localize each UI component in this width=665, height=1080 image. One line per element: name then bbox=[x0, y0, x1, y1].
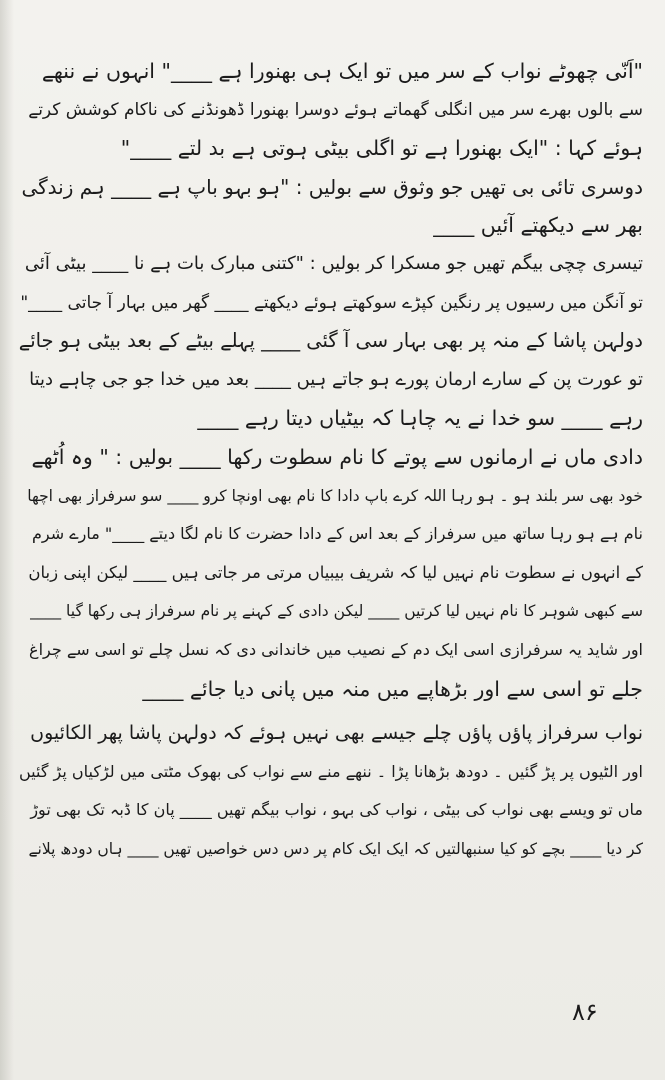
text-line: "اَنّی چھوٹے نواب کے سر میں تو ایک ہی بھنورا ہے ____" انہوں نے ننھے bbox=[41, 59, 643, 83]
text-line: نواب سرفراز پاؤں پاؤں چلے جیسے بھی نہیں ہوئے کہ دولہن پاشا پھر الکائیوں bbox=[30, 722, 643, 745]
text-line: بھر سے دیکھتے آئیں ____ bbox=[433, 213, 643, 238]
text-line: تیسری چچی بیگم تھیں جو مسکرا کر بولیں : "کتنی مبارک بات ہے نا ____ بیٹی آئی bbox=[24, 252, 643, 274]
text-line: کے انہوں نے سطوت نام نہیں لیا کہ شریف بیبیاں مرتی مر جاتی ہیں ____ لیکن اپنی زبان bbox=[28, 562, 643, 582]
text-line: جلے تو اسی سے اور بڑھاپے میں منہ میں پانی دیا جائے ____ bbox=[142, 676, 643, 701]
text-line: سے بالوں بھرے سر میں انگلی گھماتے ہوئے دوسرا بھنورا ڈھونڈنے کی ناکام کوشش کرتے bbox=[28, 99, 643, 120]
text-line: دادی ماں نے ارمانوں سے پوتے کا نام سطوت رکھا ____ بولیں : " وہ اُٹھے bbox=[31, 444, 643, 469]
text-line: ہوئے کہا : "ایک بھنورا ہے تو اگلی بیٹی ہوتی ہے بد لتے ____" bbox=[120, 136, 643, 161]
text-line: سے کبھی شوہر کا نام نہیں لیا کرتیں ____ لیکن دادی کے کہنے پر نام سرفراز ہی رکھا گیا ____ bbox=[30, 602, 643, 621]
text-line: رہے ____ سو خدا نے یہ چاہا کہ بیٹیاں دیتا رہے ____ bbox=[197, 406, 643, 431]
text-line: نام ہے ہو رہا ساتھ میں سرفراز کے بعد اس کے دادا حضرت کا نام لگا دیتے ____" مارے شرم bbox=[31, 524, 643, 544]
text-line: اور الٹیوں پر پڑ گئیں ۔ دودھ بڑھانا پڑا ۔ ننھے منے سے نواب کی بھوک مٹتی میں لڑکیاں پڑ گئیں bbox=[19, 761, 643, 781]
text-line: دوسری تائی بی تھیں جو وثوق سے بولیں : "ہو بہو باپ ہے ____ ہم زندگی bbox=[21, 174, 643, 199]
text-line: خود بھی سر بلند ہو ۔ ہو رہا اللہ کرے باپ دادا کا نام بھی اونچا کرو ____ سو سرفراز بھی اچھا bbox=[27, 486, 643, 505]
text-line: ماں تو ویسے بھی نواب کی بیٹی ، نواب کی بہو ، نواب بیگم تھیں ____ پان کا ڈبہ تک بھی توڑ bbox=[30, 800, 643, 820]
urdu-text-body bbox=[18, 52, 643, 868]
text-line: تو عورت پن کے سارے ارمان پورے ہو جاتے ہیں ____ بعد میں خدا جو جی چاہے دیتا bbox=[29, 368, 643, 390]
text-line: کر دیا ____ بچے کو کیا سنبھالتیں کہ ایک ایک کام پر دس دس خواصیں تھیں ____ ہاں دودھ پلانے bbox=[28, 839, 643, 858]
page-number: ۸۶ bbox=[572, 998, 598, 1026]
text-line: تو آنگن میں رسیوں پر رنگین کپڑے سوکھتے ہوئے دیکھتے ____ گھر میں بہار آ جاتی ____" bbox=[20, 292, 643, 313]
text-line: دولہن پاشا کے منہ پر بھی بہار سی آ گئی ____ پہلے بیٹے کے بعد بیٹی ہو جائے bbox=[18, 329, 643, 353]
text-line: اور شاید یہ سرفرازی اسی ایک دم کے نصیب میں خاندانی دی کہ نسل چلے تو اسی سے چراغ bbox=[29, 639, 643, 659]
